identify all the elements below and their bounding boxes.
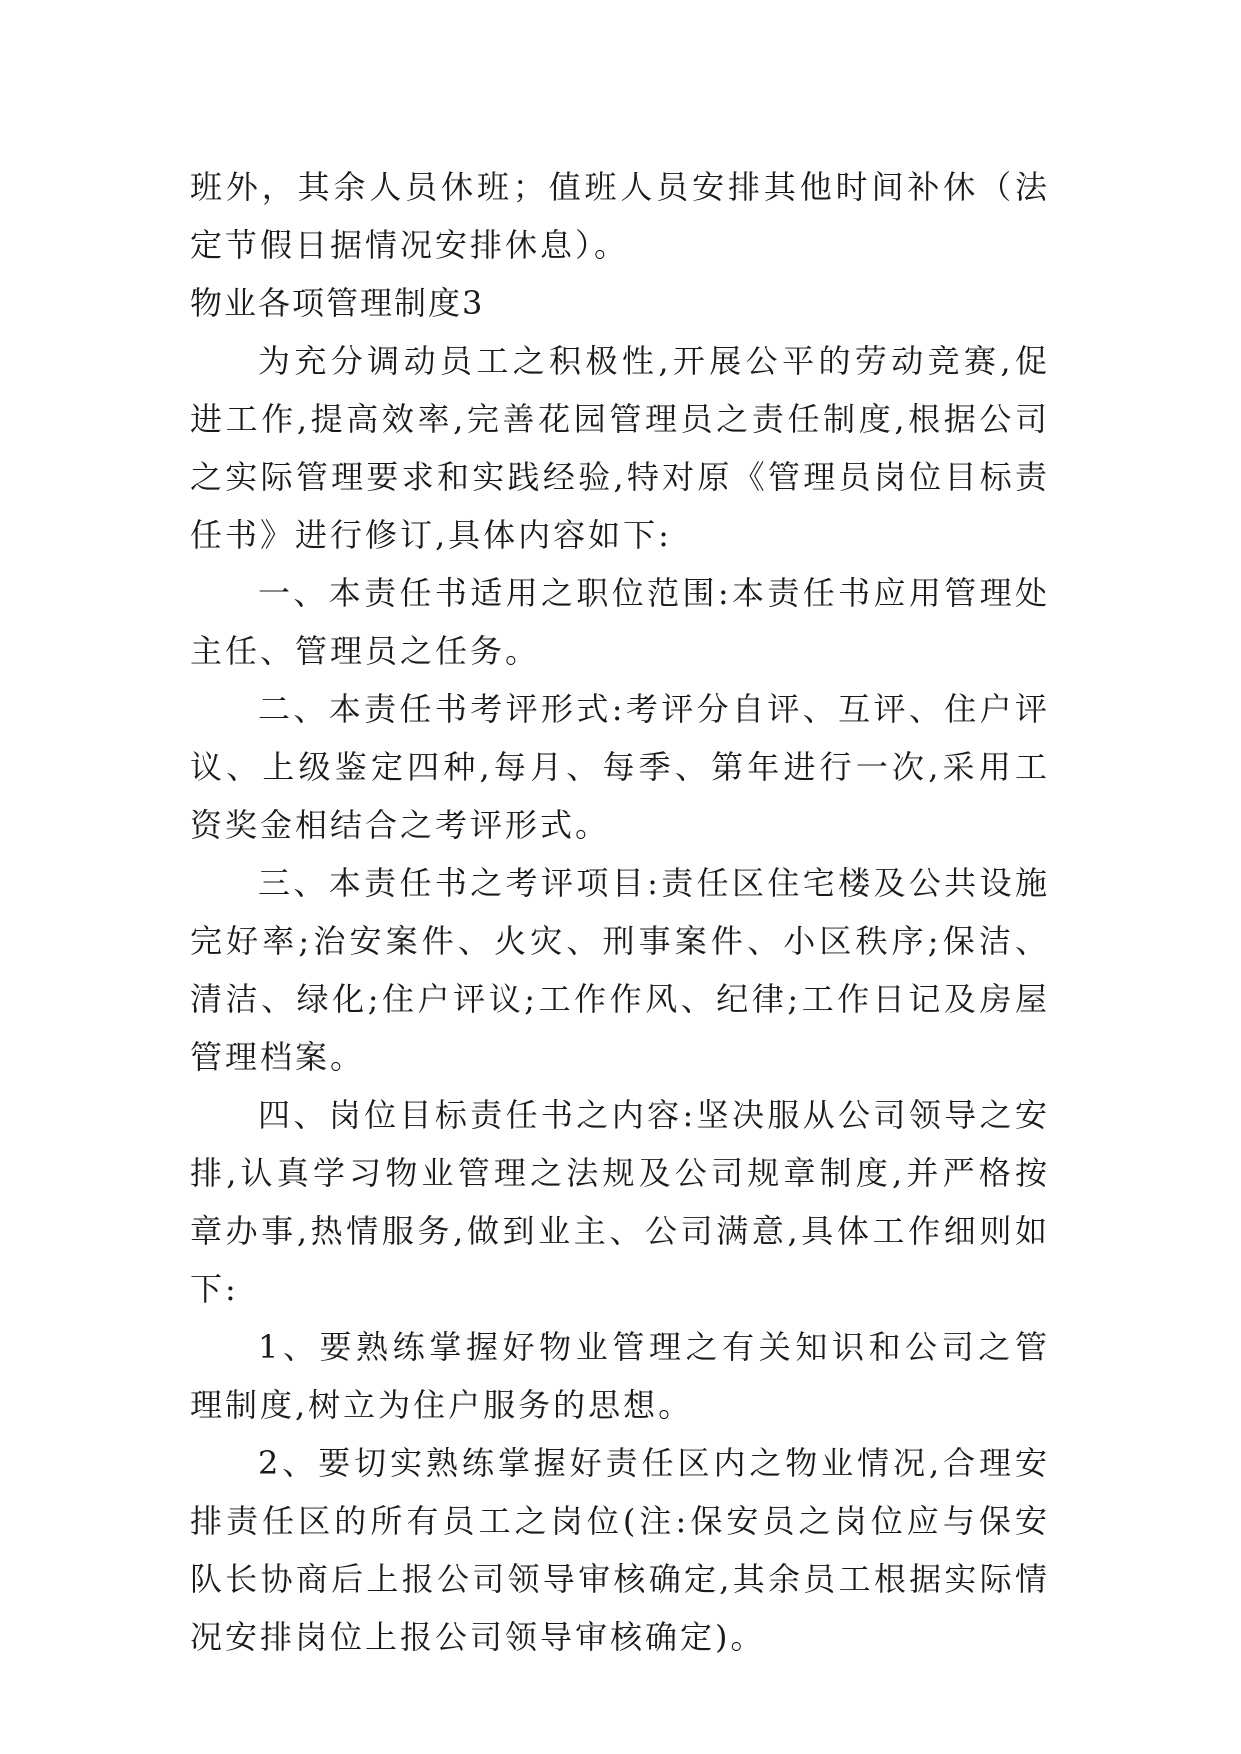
section-heading: 物业各项管理制度3	[190, 284, 485, 322]
paragraph-item-2: 二、本责任书考评形式:考评分自评、互评、住户评议、上级鉴定四种,每月、每季、第年进行一次,采用工资奖金相结合之考评形式。	[190, 690, 1050, 844]
paragraph-item-4: 四、岗位目标责任书之内容:坚决服从公司领导之安排,认真学习物业管理之法规及公司规章制度,并严格按章办事,热情服务,做到业主、公司满意,具体工作细则如下:	[190, 1096, 1050, 1308]
paragraph-item-1: 一、本责任书适用之职位范围:本责任书应用管理处主任、管理员之任务。	[190, 574, 1050, 670]
paragraph-item-3: 三、本责任书之考评项目:责任区住宅楼及公共设施完好率;治安案件、火灾、刑事案件、小区秩序;保洁、清洁、绿化;住户评议;工作作风、纪律;工作日记及房屋管理档案。	[190, 864, 1050, 1076]
paragraph-rule-1: 1、要熟练掌握好物业管理之有关知识和公司之管理制度,树立为住户服务的思想。	[190, 1328, 1050, 1424]
paragraph-intro: 为充分调动员工之积极性,开展公平的劳动竞赛,促进工作,提高效率,完善花园管理员之责任制度,根据公司之实际管理要求和实践经验,特对原《管理员岗位目标责任书》进行修订,具体内容如下:	[190, 342, 1050, 554]
paragraph-continued: 班外，其余人员休班；值班人员安排其他时间补休（法定节假日据情况安排休息）。	[190, 168, 1050, 264]
paragraph-rule-2: 2、要切实熟练掌握好责任区内之物业情况,合理安排责任区的所有员工之岗位(注:保安员之岗位应与保安队长协商后上报公司领导审核确定,其余员工根据实际情况安排岗位上报公司领导审核确定)。	[190, 1444, 1050, 1656]
document-body	[190, 158, 1050, 1666]
